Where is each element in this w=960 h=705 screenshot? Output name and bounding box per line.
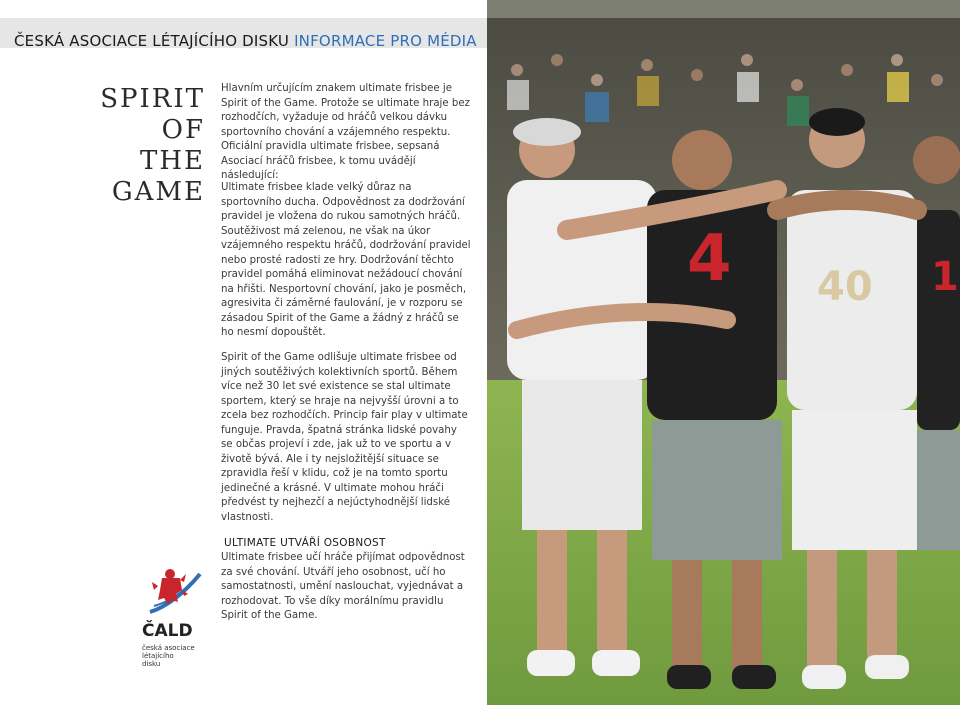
title-line: GAME bbox=[111, 177, 205, 207]
lion-emblem-icon bbox=[140, 560, 210, 620]
paragraph-fairplay: Spirit of the Game odlišuje ultimate frisbee od jiných soutěživých kolektivních sportů. Během více než 30 let své existence se stal ultimate sportem, který se hraje na nejvyšší úrovni a to zcela bez rozhodčích. Princip fair play v ultimate funguje. Pravda, špatná stránka lidské povahy se občas projeví i zde, jak už to ve sportu a v životě bývá. Ale i ty nejsložitější situace se zpravidla řeší v klidu, což je na tomto sportu jedinečné a krásné. V ultimate mohou hráči předvést ty nejhezčí a nejúctyhodnější lidské vlastnosti. bbox=[221, 352, 468, 523]
section-heading: ULTIMATE UTVÁŘÍ OSOBNOST bbox=[224, 537, 386, 549]
team-huddle-image bbox=[487, 0, 960, 705]
header-media: INFORMACE PRO MÉDIA bbox=[294, 32, 477, 50]
paragraph-rules: Ultimate frisbee klade velký důraz na sportovního ducha. Odpovědnost za dodržování pravidel je vložena do rukou samotných hráčů. Soutěživost má zelenou, ne však na úkor vzájemného respektu hráčů, dodržování pravidel nebo prosté radosti ze hry. Dodržování těchto pravidel pomáhá eliminovat nežádoucí chování na hřišti. Nesportovní chování, jako je posměch, agresivita či záměrné faulování, je v rozporu se zásadou Spirit of the Game a žádný z hráčů se ho nesmí dopouštět. bbox=[221, 182, 471, 338]
title-line: SPIRIT bbox=[100, 84, 205, 114]
svg-text:1: 1 bbox=[931, 254, 959, 300]
logo-name-line: česká asociace bbox=[142, 644, 195, 652]
header-org: ČESKÁ ASOCIACE LÉTAJÍCÍHO DISKU bbox=[14, 32, 290, 50]
section-paragraph: Ultimate frisbee učí hráče přijímat odpovědnost za své chování. Utváří jeho osobnost, učí ho samostatnosti, umění naslouchat, vyjednávat a rozhodovat. To vše díky morálnímu pravidlu Spirit of the Game. bbox=[221, 552, 465, 621]
team-huddle-photo bbox=[487, 0, 960, 705]
logo-name-line: disku bbox=[142, 660, 161, 668]
logo-name-line: létajícího bbox=[142, 652, 174, 660]
cald-logo bbox=[140, 560, 210, 624]
svg-text:40: 40 bbox=[817, 264, 873, 310]
title-line: OF bbox=[161, 115, 205, 145]
logo-abbr: ČALD bbox=[142, 621, 193, 641]
title-line: THE bbox=[140, 146, 205, 176]
paragraph-intro: Hlavním určujícím znakem ultimate frisbee je Spirit of the Game. Protože se ultimate hraje bez rozhodčích, vyžaduje od hráčů velkou dávku sportovního chování a vzájemného respektu. Oficiální pravidla ultimate frisbee, sepsaná Asociací hráčů frisbee, k tomu uvádějí následující: bbox=[221, 83, 470, 181]
page-title bbox=[100, 84, 205, 208]
logo-name bbox=[142, 644, 202, 668]
header-title bbox=[14, 32, 477, 50]
svg-text:4: 4 bbox=[687, 222, 732, 296]
